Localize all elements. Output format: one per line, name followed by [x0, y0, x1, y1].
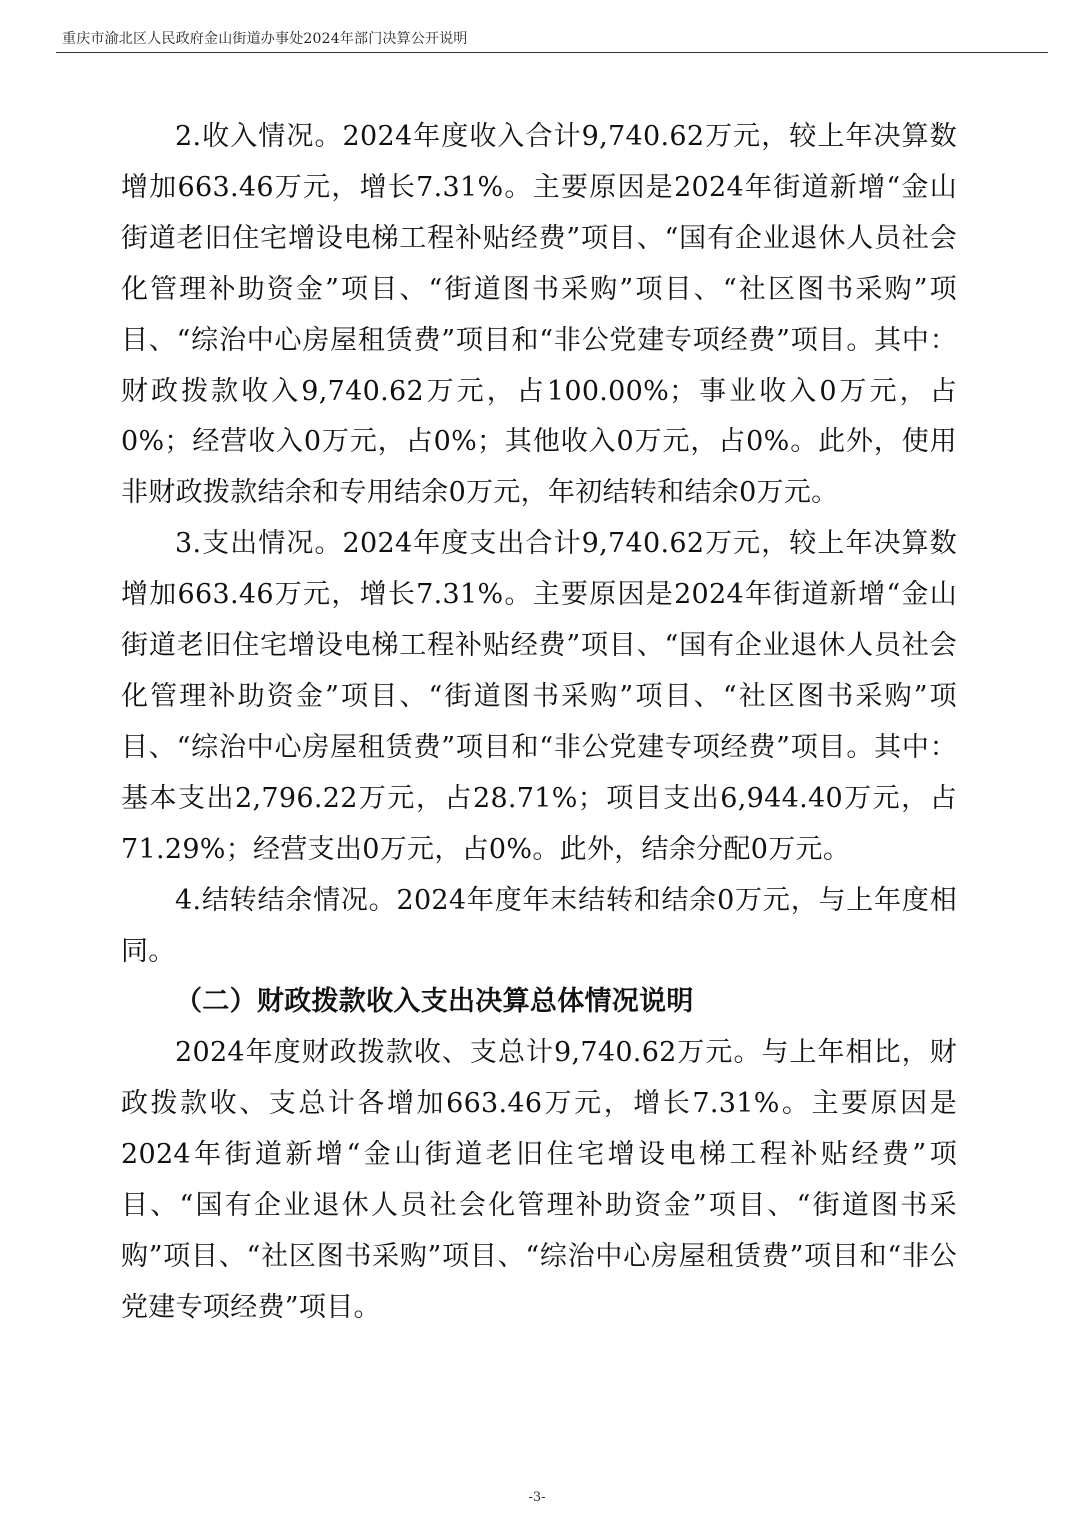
page-number: -3- — [528, 1490, 546, 1505]
paragraph-income: 2.收入情况。2024年度收入合计9,740.62万元，较上年决算数增加663.46万元，增长7.31%。主要原因是2024年街道新增“金山街道老旧住宅增设电梯工程补贴经费”项目、“国有企业退休人员社会化管理补助资金”项目、“街道图书采购”项目、“社区图书采购”项目、“综治中心房屋租赁费”项目和“非公党建专项经费”项目。其中：财政拨款收入9,740.62万元，占100.00%；事业收入0万元，占0%；经营收入0万元，占0%；其他收入0万元，占0%。此外，使用非财政拨款结余和专用结余0万元，年初结转和结余0万元。 — [121, 121, 957, 509]
paragraph-fiscal-appropriation: 2024年度财政拨款收、支总计9,740.62万元。与上年相比，财政拨款收、支总计各增加663.46万元，增长7.31%。主要原因是2024年街道新增“金山街道老旧住宅增设电梯工程补贴经费”项目、“国有企业退休人员社会化管理补助资金”项目、“街道图书采购”项目、“社区图书采购”项目、“综治中心房屋租赁费”项目和“非公党建专项经费”项目。 — [121, 1037, 957, 1323]
paragraph-carryover: 4.结转结余情况。2024年度年末结转和结余0万元，与上年度相同。 — [121, 884, 957, 967]
header-divider — [56, 52, 1048, 53]
page-header-title: 重庆市渝北区人民政府金山街道办事处2024年部门决算公开说明 — [62, 31, 468, 47]
section-heading: （二）财政拨款收入支出决算总体情况说明 — [175, 986, 694, 1018]
document-body — [121, 112, 957, 1334]
paragraph-expenditure: 3.支出情况。2024年度支出合计9,740.62万元，较上年决算数增加663.46万元，增长7.31%。主要原因是2024年街道新增“金山街道老旧住宅增设电梯工程补贴经费”项目、“国有企业退休人员社会化管理补助资金”项目、“街道图书采购”项目、“社区图书采购”项目、“综治中心房屋租赁费”项目和“非公党建专项经费”项目。其中：基本支出2,796.22万元，占28.71%；项目支出6,944.40万元，占71.29%；经营支出0万元，占0%。此外，结余分配0万元。 — [121, 528, 957, 865]
